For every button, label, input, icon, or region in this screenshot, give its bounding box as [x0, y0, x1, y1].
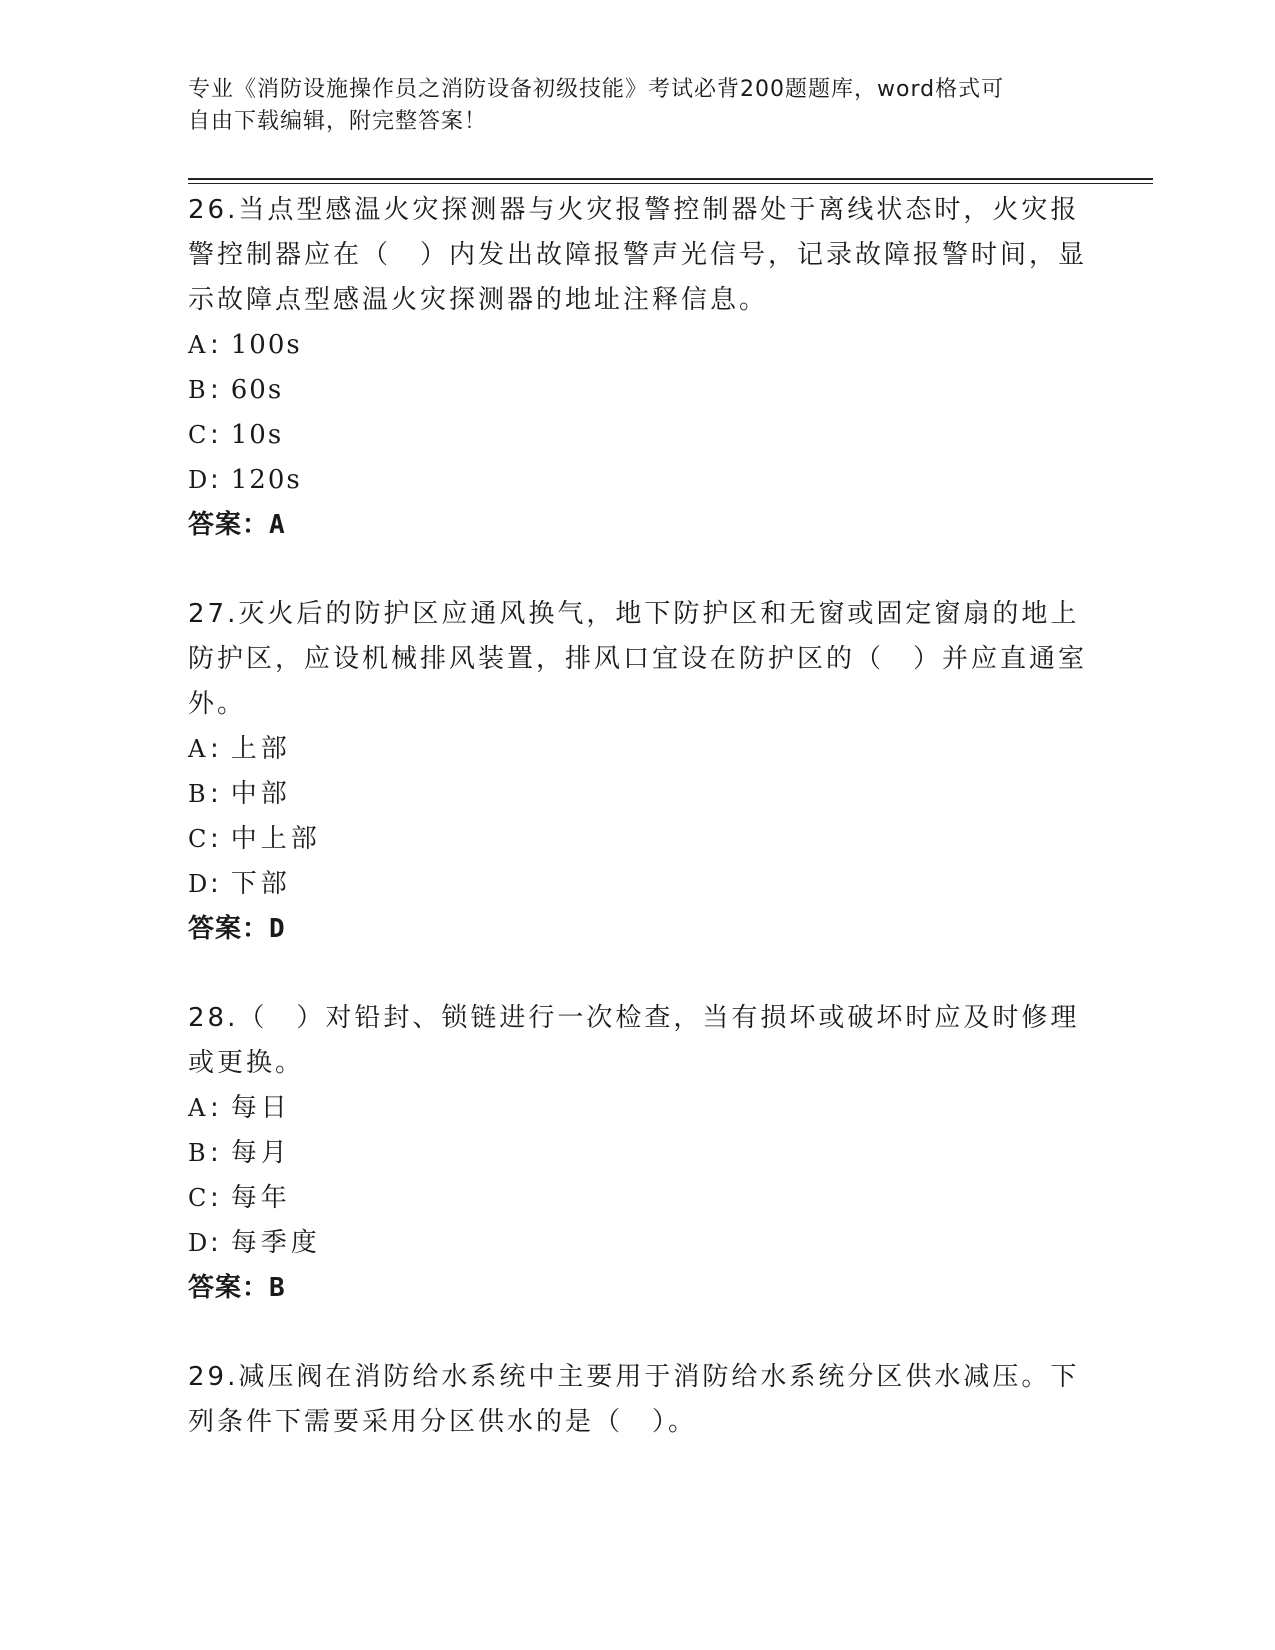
- option-key: C: [188, 1184, 209, 1212]
- option-text: 每日: [230, 1093, 291, 1123]
- option-separator: :: [210, 375, 221, 405]
- option-text: 中上部: [230, 824, 321, 854]
- header-divider-thick: [188, 178, 1153, 180]
- option-separator: :: [210, 1093, 221, 1123]
- answer-label: 答案：: [188, 1273, 270, 1303]
- answer-line: [188, 503, 1088, 548]
- option-a: [188, 727, 1088, 772]
- option-key: D: [188, 870, 210, 898]
- option-key: C: [188, 421, 209, 449]
- question-stem: 26.当点型感温火灾探测器与火灾报警控制器处于离线状态时，火灾报警控制器应在（ ）内发出故障报警声光信号，记录故障报警时间，显示故障点型感温火灾探测器的地址注释信息。: [188, 195, 1088, 315]
- option-key: A: [188, 1094, 208, 1122]
- option-key: C: [188, 825, 209, 853]
- option-separator: :: [210, 824, 221, 854]
- option-text: 每季度: [230, 1228, 321, 1258]
- option-separator: :: [210, 1228, 221, 1258]
- answer-line: [188, 907, 1088, 952]
- answer-label: 答案：: [188, 510, 270, 540]
- option-text: 120s: [230, 465, 302, 495]
- header-divider-thin: [188, 183, 1153, 184]
- option-key: A: [188, 331, 208, 359]
- option-text: 10s: [230, 420, 284, 450]
- question-stem: 27.灭火后的防护区应通风换气，地下防护区和无窗或固定窗扇的地上防护区，应设机械排风装置，排风口宜设在防护区的（ ）并应直通室外。: [188, 599, 1088, 719]
- question-stem: 29.减压阀在消防给水系统中主要用于消防给水系统分区供水减压。下列条件下需要采用分区供水的是（ ）。: [188, 1362, 1080, 1437]
- option-separator: :: [210, 330, 221, 360]
- option-separator: :: [210, 869, 221, 899]
- answer-value: B: [269, 1273, 286, 1303]
- option-separator: :: [210, 734, 221, 764]
- header-title-line-1: 专业《消防设施操作员之消防设备初级技能》考试必背200题题库，word格式可: [188, 77, 1005, 102]
- document-header: [188, 74, 1088, 138]
- option-separator: :: [210, 420, 221, 450]
- option-list: [188, 727, 1088, 907]
- option-d: [188, 862, 1088, 907]
- option-list: [188, 1086, 1088, 1266]
- option-a: [188, 323, 1088, 368]
- option-key: A: [188, 735, 208, 763]
- option-c: [188, 413, 1088, 458]
- question-stem: 28.（ ）对铅封、锁链进行一次检查，当有损坏或破坏时应及时修理或更换。: [188, 1003, 1080, 1078]
- option-text: 每年: [230, 1183, 291, 1213]
- option-key: B: [188, 780, 208, 808]
- option-key: B: [188, 376, 208, 404]
- option-text: 100s: [230, 330, 302, 360]
- option-c: [188, 817, 1088, 862]
- option-text: 上部: [230, 734, 291, 764]
- option-text: 下部: [230, 869, 291, 899]
- option-text: 每月: [230, 1138, 291, 1168]
- option-separator: :: [210, 465, 221, 495]
- question-27: [188, 592, 1088, 952]
- header-title-line-2: 自由下载编辑，附完整答案！: [188, 109, 488, 134]
- option-text: 中部: [230, 779, 291, 809]
- option-b: [188, 368, 1088, 413]
- question-list: [188, 188, 1088, 1489]
- option-separator: :: [210, 779, 221, 809]
- answer-value: D: [269, 914, 286, 944]
- option-a: [188, 1086, 1088, 1131]
- option-separator: :: [210, 1138, 221, 1168]
- option-c: [188, 1176, 1088, 1221]
- answer-value: A: [269, 510, 286, 540]
- option-key: B: [188, 1139, 208, 1167]
- option-separator: :: [210, 1183, 221, 1213]
- question-28: [188, 996, 1088, 1311]
- answer-line: [188, 1266, 1088, 1311]
- question-26: [188, 188, 1088, 548]
- option-d: [188, 1221, 1088, 1266]
- option-list: [188, 323, 1088, 503]
- option-text: 60s: [230, 375, 284, 405]
- option-b: [188, 1131, 1088, 1176]
- answer-label: 答案：: [188, 914, 270, 944]
- option-d: [188, 458, 1088, 503]
- question-29: [188, 1355, 1088, 1445]
- option-key: D: [188, 466, 210, 494]
- option-key: D: [188, 1229, 210, 1257]
- option-b: [188, 772, 1088, 817]
